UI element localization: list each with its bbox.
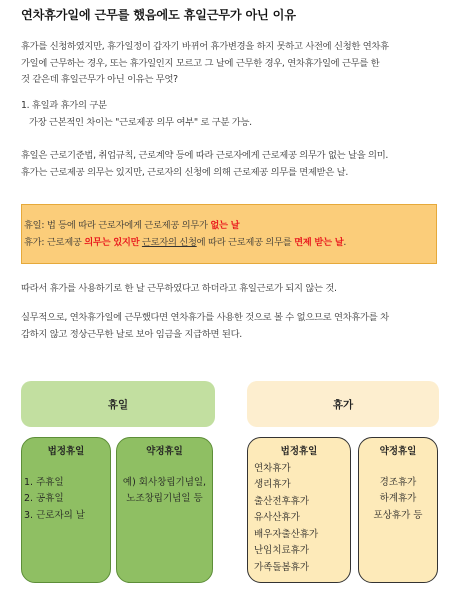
section1-heading: 1. 휴일과 휴가의 구분 [21,100,107,111]
holiday-header: 휴일 [21,381,215,427]
holiday-contractual-card [116,437,213,583]
summary-emphasis: 면제 받는 날 [294,237,344,248]
summary-box [21,204,437,264]
list-item: 하계휴가 [379,493,417,504]
list-item: 포상휴가 등 [373,509,423,521]
list-item: 2. 공휴일 [24,493,64,504]
intro-line: 가일에 근무하는 경우, 또는 휴가일인지 모르고 그 날에 근무한 경우, 연차휴가일에 근무를 한 [21,57,380,69]
summary-text: 에 따라 근로제공 의무를 [196,237,295,248]
summary-underline: 근로자의 신청 [141,237,197,248]
card-title: 약정휴일 [379,446,417,457]
practice-paragraph [21,310,449,343]
list-item: 가족돌봄휴가 [254,561,310,573]
section1-text: 가장 근본적인 차이는 "근로제공 의무 여부" 로 구분 가능. [29,116,252,128]
summary-text: 휴가: 근로제공 [24,237,85,248]
list-item: 유사산휴가 [254,512,300,523]
card-title: 법정휴일 [47,446,85,457]
list-item: 연차휴가 [254,462,291,474]
summary-leave-line [24,234,436,251]
conclusion: 따라서 휴가를 사용하기로 한 날 근무하였다고 하더라고 휴일근로가 되지 않는 것. [21,283,337,294]
section1 [21,98,449,131]
summary-text: . [343,237,347,248]
practice-line: 감하지 않고 정상근무한 날로 보아 임금을 지급하면 된다. [21,328,242,340]
intro-paragraph [21,39,449,89]
leave-contractual-card [358,437,438,583]
card-title: 약정휴일 [146,446,183,457]
list-item: 1. 주휴일 [24,476,64,488]
intro-line: 휴가를 신청하였지만, 휴가일정이 갑자기 바뀌어 휴가변경을 하지 못하고 사전에 신청한 연차휴 [21,41,389,52]
page-title: 연차휴가일에 근무를 했음에도 휴일근무가 아닌 이유 [21,8,296,22]
list-item: 3. 근로자의 날 [24,509,85,521]
list-item: 노조창립기념일 등 [126,493,203,504]
list-item: 출산전후휴가 [254,495,310,507]
list-item: 경조휴가 [379,476,417,488]
practice-line: 실무적으로, 연차휴가일에 근무했다면 연차휴가를 사용한 것으로 볼 수 없으므로 연차휴가를 차 [21,312,389,323]
leave-header: 휴가 [247,381,439,427]
holiday-statutory-card [21,437,111,583]
summary-emphasis: 없는 날 [210,220,240,231]
card-title: 법정휴일 [280,446,318,457]
leave-statutory-card [247,437,351,583]
definitions-paragraph [21,148,449,181]
list-item: 생리휴가 [254,479,291,490]
holiday-definition: 휴일은 근로기준법, 취업규칙, 근로계약 등에 따라 근로자에게 근로제공 의무가 없는 날을 의미. [21,150,389,161]
list-item: 배우자출산휴가 [254,528,319,540]
list-item: 난임치료휴가 [254,545,310,556]
intro-line: 것 같은데 휴일근무가 아닌 이유는 무엇? [21,74,178,85]
summary-holiday-line [24,217,436,234]
leave-definition: 휴가는 근로제공 의무는 있지만, 근로자의 신청에 의해 근로제공 의무를 면제받은 날. [21,166,349,178]
summary-emphasis: 의무는 있지만 [84,237,140,248]
list-item: 예) 회사창립기념일, [122,476,207,488]
summary-text: 휴일: 법 등에 따라 근로자에게 근로제공 의무가 [24,220,211,231]
